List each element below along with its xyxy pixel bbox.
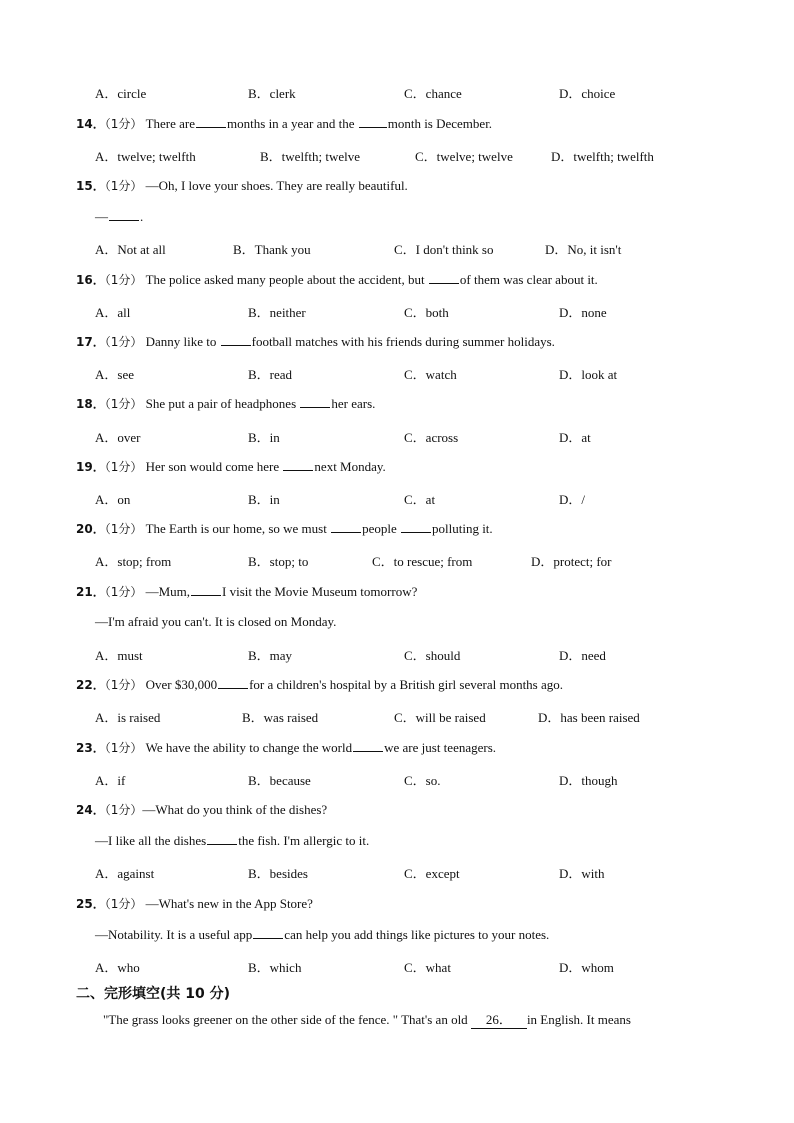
points: （1分） xyxy=(104,678,143,692)
q15-period: . xyxy=(140,209,144,224)
q21-line-2: —I'm afraid you can't. It is closed on Monday. xyxy=(95,614,337,629)
q21-blank xyxy=(191,583,221,596)
q19-text-1: Her son would come here xyxy=(145,459,280,474)
q21-text-1: —Mum, xyxy=(145,584,191,599)
q18-option-a[interactable]: A．over xyxy=(95,430,141,445)
q23-option-c[interactable]: C．so. xyxy=(404,773,441,788)
q23-option-d[interactable]: D．though xyxy=(559,773,618,788)
q14-text-3: month is December. xyxy=(387,116,493,131)
q15-line-2 xyxy=(95,208,143,225)
q14-blank-1 xyxy=(196,115,226,128)
points: （1分） xyxy=(104,460,143,474)
q23-blank xyxy=(353,739,383,752)
q18-text-2: her ears. xyxy=(331,396,376,411)
q20-text-2: people xyxy=(362,521,397,536)
q24-option-b[interactable]: B．besides xyxy=(248,866,308,881)
q20-option-d[interactable]: D．protect; for xyxy=(531,554,612,569)
question-number: 15． xyxy=(76,179,105,193)
points: （1分） xyxy=(104,585,143,599)
q20-option-c[interactable]: C．to rescue; from xyxy=(372,554,473,569)
q20-blank-2 xyxy=(401,520,431,533)
q20-text-1: The Earth is our home, so we must xyxy=(145,521,327,536)
q18-option-d[interactable]: D．at xyxy=(559,430,591,445)
q22-text-2: for a children's hospital by a British girl several months ago. xyxy=(249,677,564,692)
q15-blank xyxy=(109,208,139,221)
q17-option-d[interactable]: D．look at xyxy=(559,367,618,382)
q14-option-d[interactable]: D．twelfth; twelfth xyxy=(551,149,654,164)
q16-text-1: The police asked many people about the accident, but xyxy=(145,272,425,287)
q21-option-c[interactable]: C．should xyxy=(404,648,461,663)
q20-option-b[interactable]: B．stop; to xyxy=(248,554,309,569)
q23-option-b[interactable]: B．because xyxy=(248,773,311,788)
q17-stem xyxy=(76,333,555,350)
points: （1分） xyxy=(104,397,143,411)
q23-text-2: we are just teenagers. xyxy=(384,740,497,755)
q18-option-c[interactable]: C．across xyxy=(404,430,459,445)
points: （1分） xyxy=(104,179,143,193)
points: （1分） xyxy=(104,741,143,755)
q16-blank xyxy=(429,271,459,284)
question-number: 17． xyxy=(76,335,105,349)
q17-blank xyxy=(221,333,251,346)
q15-dash: — xyxy=(95,209,108,224)
q24-stem xyxy=(76,801,327,818)
q22-blank xyxy=(218,676,248,689)
section-heading: 二、完形填空(共 10 分) xyxy=(76,986,231,1002)
q14-option-c[interactable]: C．twelve; twelve xyxy=(415,149,513,164)
q21-text-2: I visit the Movie Museum tomorrow? xyxy=(222,584,418,599)
q19-blank xyxy=(283,458,313,471)
q15-option-b[interactable]: B．Thank you xyxy=(233,242,311,257)
q17-option-a[interactable]: A．see xyxy=(95,367,134,382)
q18-stem xyxy=(76,395,375,412)
points: （1分） xyxy=(104,335,143,349)
q16-text-2: of them was clear about it. xyxy=(459,272,598,287)
q24-option-d[interactable]: D．with xyxy=(559,866,605,881)
q19-text-2: next Monday. xyxy=(314,459,386,474)
q14-text-2: months in a year and the xyxy=(227,116,355,131)
q22-stem xyxy=(76,676,563,693)
q18-text-1: She put a pair of headphones xyxy=(145,396,297,411)
passage-text-1: "The grass looks greener on the other side of the fence. " That's an old xyxy=(103,1012,468,1027)
q24-option-a[interactable]: A．against xyxy=(95,866,155,881)
q14-option-a[interactable]: A．twelve; twelfth xyxy=(95,149,196,164)
question-number: 14． xyxy=(76,117,105,131)
q25-text-3: can help you add things like pictures to your notes. xyxy=(284,927,550,942)
q20-option-a[interactable]: A．stop; from xyxy=(95,554,172,569)
q17-option-b[interactable]: B．read xyxy=(248,367,293,382)
question-number: 21． xyxy=(76,585,105,599)
q25-text-2: —Notability. It is a useful app xyxy=(95,927,253,942)
q21-option-a[interactable]: A．must xyxy=(95,648,143,663)
q25-option-a[interactable]: A．who xyxy=(95,960,140,975)
q14-blank-2 xyxy=(359,115,387,128)
q18-blank xyxy=(300,395,330,408)
q24-text-3: the fish. I'm allergic to it. xyxy=(238,833,370,848)
q19-stem xyxy=(76,458,386,475)
question-number: 22． xyxy=(76,678,105,692)
q16-option-d[interactable]: D．none xyxy=(559,305,607,320)
q21-option-d[interactable]: D．need xyxy=(559,648,606,663)
q13-option-b[interactable]: B．clerk xyxy=(248,86,296,101)
q14-stem xyxy=(76,115,492,132)
q17-text-1: Danny like to xyxy=(145,334,217,349)
question-number: 16． xyxy=(76,273,105,287)
q24-option-c[interactable]: C．except xyxy=(404,866,460,881)
question-number: 24． xyxy=(76,803,105,817)
q23-text-1: We have the ability to change the world xyxy=(145,740,353,755)
q23-option-a[interactable]: A．if xyxy=(95,773,126,788)
q17-text-2: football matches with his friends during summer holidays. xyxy=(251,334,555,349)
q16-option-b[interactable]: B．neither xyxy=(248,305,306,320)
q19-option-b[interactable]: B．in xyxy=(248,492,280,507)
q15-option-d[interactable]: D．No, it isn't xyxy=(545,242,622,257)
q13-option-d[interactable]: D．choice xyxy=(559,86,616,101)
q20-blank-1 xyxy=(331,520,361,533)
question-number: 25． xyxy=(76,897,105,911)
q13-option-a[interactable]: A．circle xyxy=(95,86,147,101)
q25-line-2 xyxy=(95,926,549,943)
q15-option-c[interactable]: C．I don't think so xyxy=(394,242,494,257)
q21-option-b[interactable]: B．may xyxy=(248,648,293,663)
q21-stem xyxy=(76,583,417,600)
q16-option-a[interactable]: A．all xyxy=(95,305,131,320)
question-number: 23． xyxy=(76,741,105,755)
q25-option-c[interactable]: C．what xyxy=(404,960,451,975)
q24-text-2: —I like all the dishes xyxy=(95,833,207,848)
points: （1分） xyxy=(104,273,143,287)
q14-text-1: There are xyxy=(145,116,196,131)
q18-option-b[interactable]: B．in xyxy=(248,430,280,445)
q22-option-b[interactable]: B．was raised xyxy=(242,710,319,725)
question-number: 20． xyxy=(76,522,105,536)
question-number: 19． xyxy=(76,460,105,474)
q25-text-1: —What's new in the App Store? xyxy=(145,896,313,911)
points: （1分） xyxy=(104,897,143,911)
q16-option-c[interactable]: C．both xyxy=(404,305,449,320)
q25-option-d[interactable]: D．whom xyxy=(559,960,614,975)
q22-option-c[interactable]: C．will be raised xyxy=(394,710,486,725)
q23-stem xyxy=(76,739,496,756)
q25-blank xyxy=(253,926,283,939)
q24-text-1: —What do you think of the dishes? xyxy=(142,802,328,817)
passage-text-2: in English. It means xyxy=(526,1012,631,1027)
q15-option-a[interactable]: A．Not at all xyxy=(95,242,166,257)
q16-stem xyxy=(76,271,598,288)
q25-option-b[interactable]: B．which xyxy=(248,960,302,975)
q19-option-a[interactable]: A．on xyxy=(95,492,131,507)
q24-blank xyxy=(207,832,237,845)
q22-option-a[interactable]: A．is raised xyxy=(95,710,161,725)
q22-option-d[interactable]: D．has been raised xyxy=(538,710,640,725)
cloze-passage xyxy=(103,1009,631,1029)
q19-option-d[interactable]: D．/ xyxy=(559,492,586,507)
q14-option-b[interactable]: B．twelfth; twelve xyxy=(260,149,361,164)
q19-option-c[interactable]: C．at xyxy=(404,492,436,507)
points: （1分） xyxy=(104,522,143,536)
points: （1分） xyxy=(104,803,143,817)
q24-line-2 xyxy=(95,832,369,849)
q15-text-1: —Oh, I love your shoes. They are really beautiful. xyxy=(145,178,408,193)
q15-stem xyxy=(76,177,408,194)
q20-stem xyxy=(76,520,493,537)
question-number: 18． xyxy=(76,397,105,411)
q25-stem xyxy=(76,895,313,912)
q22-text-1: Over $30,000 xyxy=(145,677,218,692)
q13-option-c[interactable]: C．chance xyxy=(404,86,462,101)
cloze-blank-26[interactable]: 26． xyxy=(471,1009,527,1029)
q17-option-c[interactable]: C．watch xyxy=(404,367,457,382)
points: （1分） xyxy=(104,117,143,131)
q20-text-3: polluting it. xyxy=(432,521,493,536)
